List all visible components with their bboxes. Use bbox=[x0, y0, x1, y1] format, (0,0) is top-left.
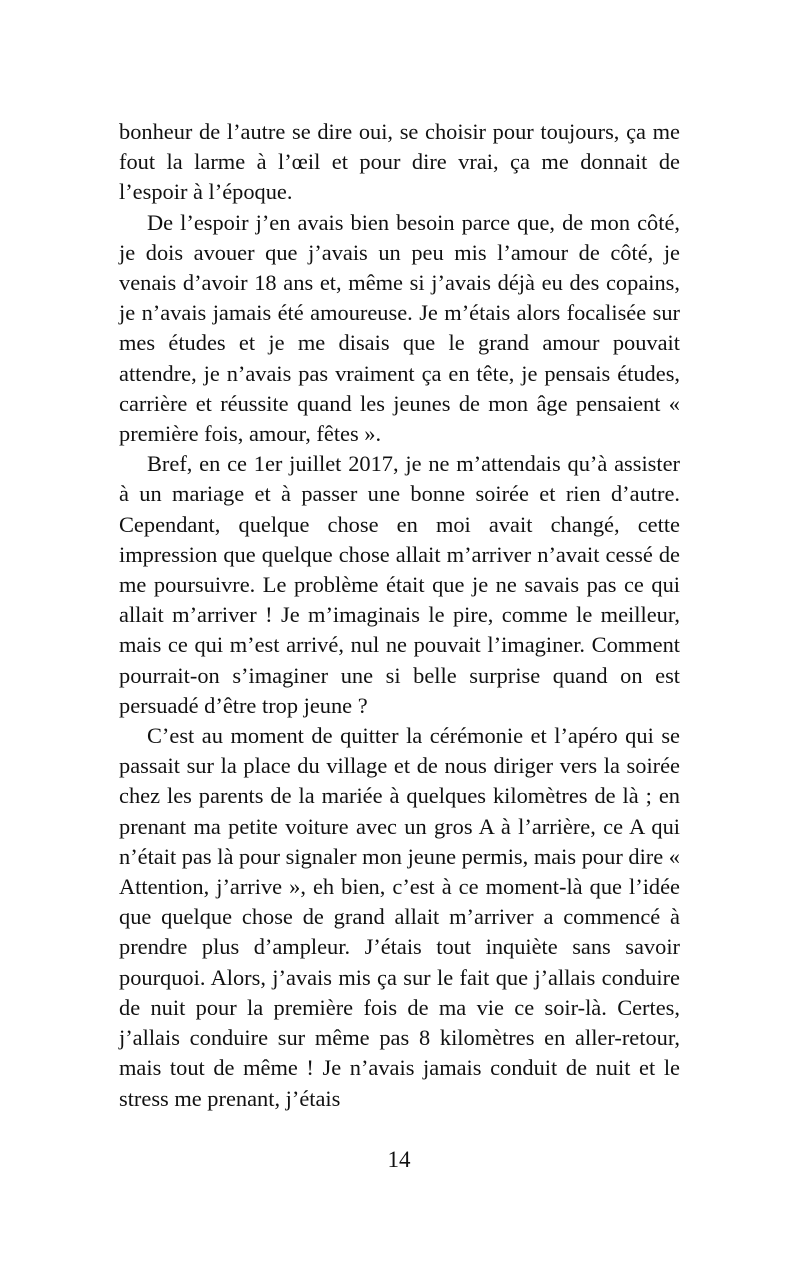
page-number: 14 bbox=[387, 1147, 411, 1172]
paragraph-continued: bonheur de l’autre se dire oui, se choisir pour toujours, ça me fout la larme à l’œil et pour dire vrai, ça me donnait de l’espoir à l’époque. bbox=[119, 119, 680, 205]
body-text bbox=[119, 117, 680, 1114]
paragraph: Bref, en ce 1er juillet 2017, je ne m’attendais qu’à assister à un mariage et à passer une bonne soirée et rien d’autre. Cependant, quelque chose en moi avait changé, cette impression que quelque chose allait m’arriver n’avait cessé de me poursuivre. Le problème était que je ne savais pas ce qui allait m’arriver ! Je m’imaginais le pire, comme le meilleur, mais ce qui m’est arrivé, nul ne pouvait l’imaginer. Comment pourrait-on s’imaginer une si belle surprise quand on est persuadé d’être trop jeune ? bbox=[119, 451, 680, 718]
paragraph: C’est au moment de quitter la cérémonie et l’apéro qui se passait sur la place du village et de nous diriger vers la soirée chez les parents de la mariée à quelques kilomètres de là ; en prenant ma petite voiture avec un gros A à l’arrière, ce A qui n’était pas là pour signaler mon jeune permis, mais pour dire « Attention, j’arrive », eh bien, c’est à ce moment-là que l’idée que quelque chose de grand allait m’arriver a commencé à prendre plus d’ampleur. J’étais tout inquiète sans savoir pourquoi. Alors, j’avais mis ça sur le fait que j’allais conduire de nuit pour la première fois de ma vie ce soir-là. Certes, j’allais conduire sur même pas 8 kilomètres en aller-retour, mais tout de même ! Je n’avais jamais conduit de nuit et le stress me prenant, j’étais bbox=[119, 723, 680, 1111]
paragraph: De l’espoir j’en avais bien besoin parce que, de mon côté, je dois avouer que j’avais un peu mis l’amour de côté, je venais d’avoir 18 ans et, même si j’avais déjà eu des copains, je n’avais jamais été amoureuse. Je m’étais alors focalisée sur mes études et je me disais que le grand amour pouvait attendre, je n’avais pas vraiment ça en tête, je pensais études, carrière et réussite quand les jeunes de mon âge pensaient « première fois, amour, fêtes ». bbox=[119, 209, 680, 447]
